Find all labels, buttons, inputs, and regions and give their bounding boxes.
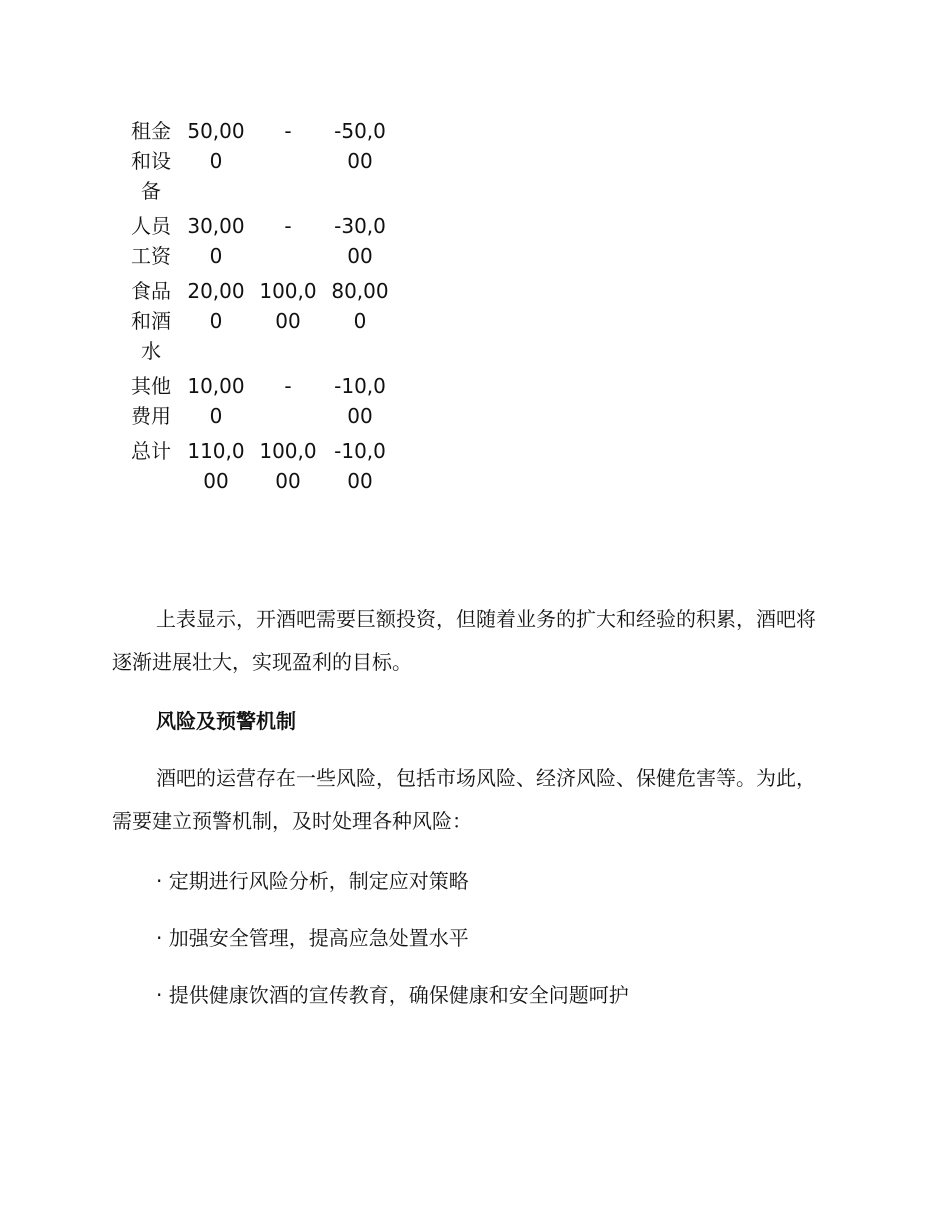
risk-paragraph: 酒吧的运营存在一些风险，包括市场风险、经济风险、保健危害等。为此，需要建立预警机制，及时处理各种风险： <box>112 766 816 833</box>
table-cell: - <box>284 119 292 143</box>
table-cell: 总计 <box>131 439 171 463</box>
table-cell: 食品和酒水 <box>131 279 171 363</box>
table-cell: 100,000 <box>259 279 317 333</box>
summary-paragraph: 上表显示，开酒吧需要巨额投资，但随着业务的扩大和经验的积累，酒吧将逐渐进展壮大，实现盈利的目标。 <box>112 607 816 674</box>
section-heading: 风险及预警机制 <box>156 709 296 733</box>
list-item: · 提供健康饮酒的宣传教育，确保健康和安全问题呵护 <box>156 983 629 1007</box>
financial-table <box>122 116 396 501</box>
list-item: · 定期进行风险分析，制定应对策略 <box>156 869 469 893</box>
list-item: · 加强安全管理，提高应急处置水平 <box>156 926 469 950</box>
table-row <box>122 371 396 436</box>
table-cell: -10,000 <box>334 439 386 493</box>
table-cell: 30,000 <box>187 214 245 268</box>
table-cell: 110,000 <box>187 439 245 493</box>
table-cell: 人员工资 <box>131 214 171 268</box>
table-cell: -30,000 <box>334 214 386 268</box>
table-cell: -10,000 <box>334 374 386 428</box>
table-cell: 80,000 <box>331 279 389 333</box>
table-cell: 100,000 <box>259 439 317 493</box>
table-row <box>122 436 396 501</box>
table-row <box>122 276 396 371</box>
table-row <box>122 211 396 276</box>
table-cell: -50,000 <box>334 119 386 173</box>
table-row <box>122 116 396 211</box>
table-cell: 租金和设备 <box>131 119 171 203</box>
table-cell: 20,000 <box>187 279 245 333</box>
table-cell: 其他费用 <box>131 374 171 428</box>
table-cell: 10,000 <box>187 374 245 428</box>
table-cell: - <box>284 374 292 398</box>
table-cell: 50,000 <box>187 119 245 173</box>
table-cell: - <box>284 214 292 238</box>
